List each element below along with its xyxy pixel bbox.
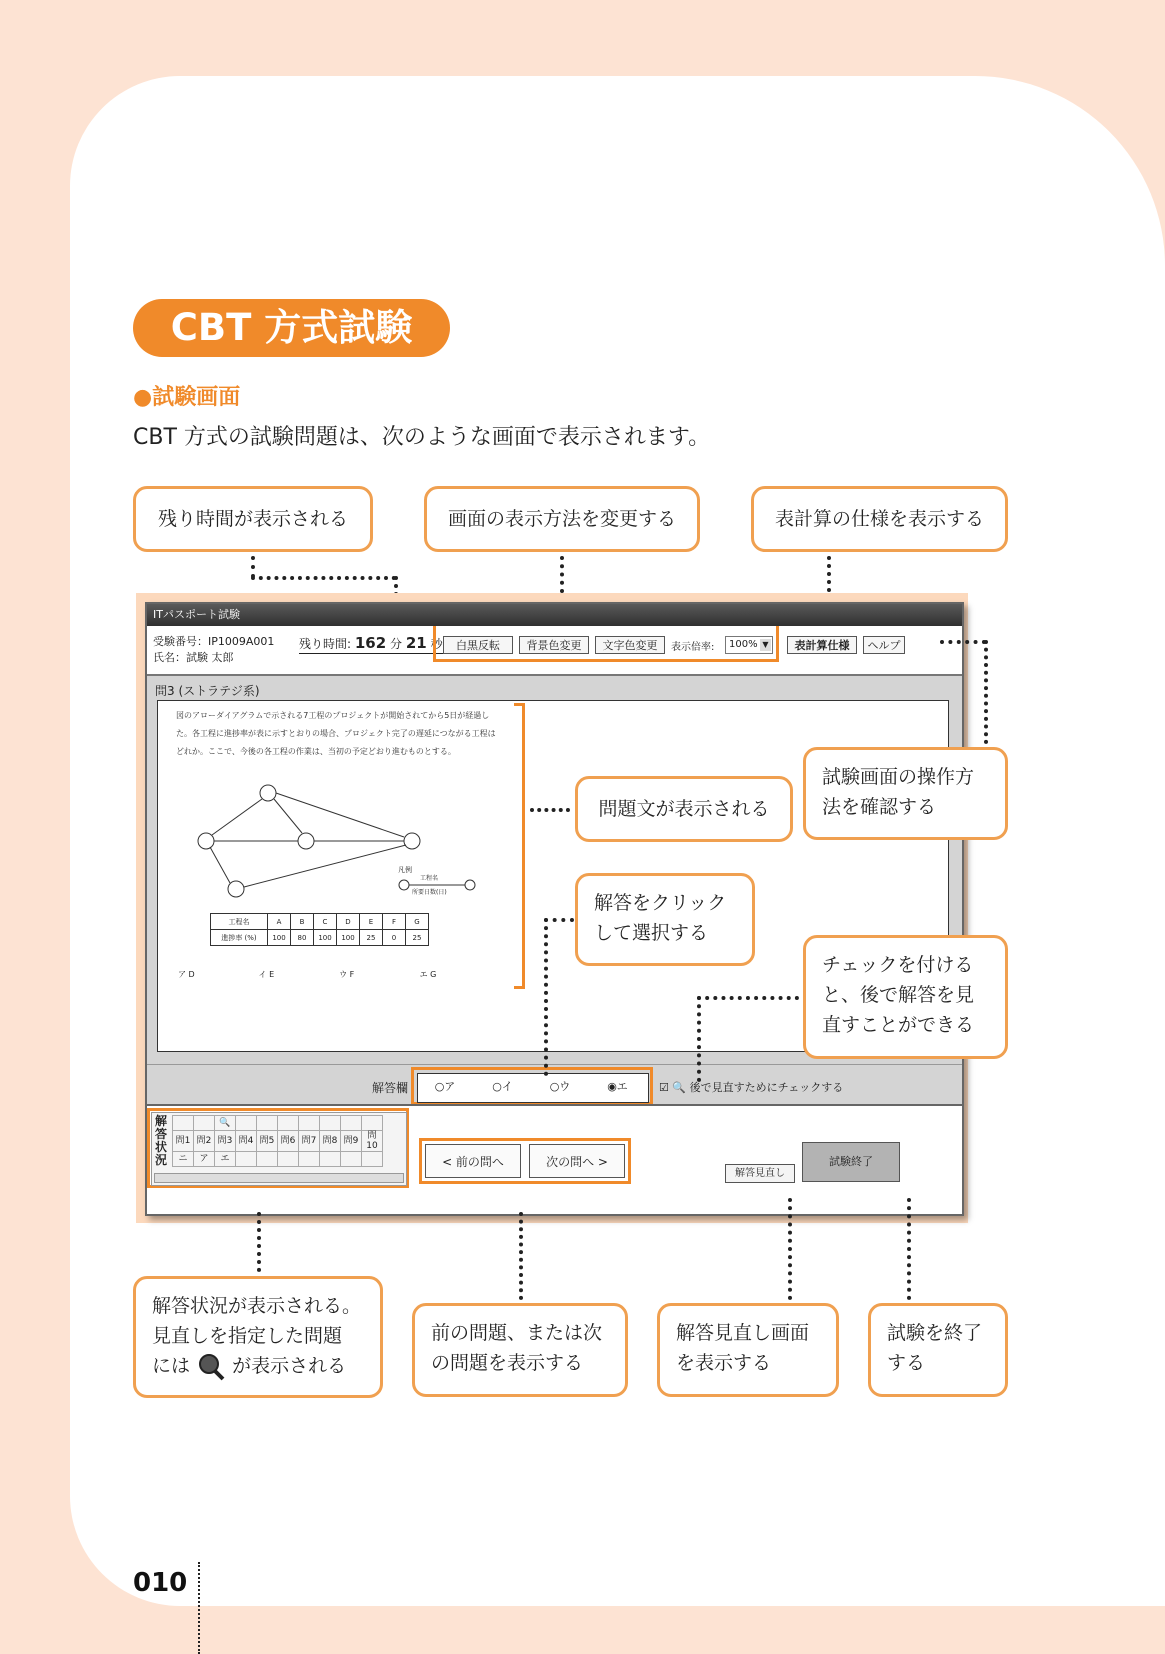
callout-status-line: [152, 1351, 364, 1382]
legend-label: 工程名: [420, 875, 439, 882]
status-table: [172, 1115, 383, 1167]
callout-status-line: 解答状況が表示される。: [152, 1295, 362, 1317]
exam-window: [145, 602, 964, 1216]
progress-table: [210, 913, 429, 946]
leader-review: [788, 1198, 792, 1300]
leader-time-a: [251, 556, 255, 578]
question-heading: 問3 (ストラテジ系): [155, 684, 260, 698]
zoom-select[interactable]: [725, 636, 773, 654]
subheading: ●試験画面: [133, 385, 241, 410]
callout-spreadsheet-text: 表計算の仕様を表示する: [774, 508, 984, 530]
page-number-rule: [198, 1562, 200, 1654]
callout-question: [575, 776, 793, 842]
callout-nav-line: 前の問題、または次: [431, 1322, 603, 1344]
spreadsheet-spec-button[interactable]: 表計算仕様: [787, 636, 857, 654]
leader-help-a: [940, 640, 986, 644]
status-question[interactable]: 問3: [215, 1131, 236, 1152]
table-row: [173, 1152, 383, 1167]
legend-node-right: [465, 880, 475, 890]
bg-color-button[interactable]: 背景色変更: [519, 636, 589, 654]
question-bracket: [514, 703, 525, 989]
magnifier-lens: [200, 1355, 218, 1373]
callout-question-text: 問題文が表示される: [598, 798, 770, 820]
magnifier-icon: 🔍: [672, 1081, 687, 1094]
answer-status-grid: [151, 1112, 407, 1186]
examinee-info: [153, 634, 274, 666]
callout-help: [803, 747, 1008, 840]
invert-button[interactable]: 白黒反転: [443, 636, 513, 654]
table-cell: 25: [406, 930, 429, 946]
callout-end-line: 試験を終了: [887, 1322, 983, 1344]
status-answer: [278, 1152, 299, 1167]
callout-nav-line: の問題を表示する: [431, 1352, 584, 1374]
table-row: [211, 930, 429, 946]
table-cell: [320, 1116, 341, 1131]
text-color-button[interactable]: 文字色変更: [595, 636, 665, 654]
status-answer: [299, 1152, 320, 1167]
table-cell: C: [314, 914, 337, 930]
status-answer: [362, 1152, 383, 1167]
callout-help-line: 法を確認する: [822, 796, 937, 818]
timer-seconds: 21: [405, 634, 427, 652]
table-cell: E: [360, 914, 383, 930]
status-scrollbar[interactable]: [154, 1173, 404, 1183]
callout-display: [424, 486, 700, 552]
choice-text: イ E: [258, 970, 275, 979]
status-question[interactable]: 問9: [341, 1131, 362, 1152]
answer-box: [417, 1073, 649, 1103]
table-cell: G: [406, 914, 429, 930]
callout-status-text: が表示される: [232, 1355, 347, 1377]
magnifier-icon: [196, 1352, 226, 1382]
status-question[interactable]: 問1: [173, 1131, 194, 1152]
diagram-arrow-g: [244, 845, 406, 887]
callout-status: [133, 1276, 383, 1398]
timer-sec-unit: 秒: [430, 637, 443, 651]
callout-end: [868, 1303, 1008, 1397]
leader-time-b: [251, 576, 396, 580]
status-question[interactable]: 問8: [320, 1131, 341, 1152]
page-number: 010: [133, 1568, 188, 1598]
status-question[interactable]: 問4: [236, 1131, 257, 1152]
leader-nav: [519, 1212, 523, 1300]
next-question-button[interactable]: 次の問へ >: [529, 1144, 625, 1178]
status-answer: ニ: [173, 1152, 194, 1167]
status-answer: ア: [194, 1152, 215, 1167]
table-cell: [194, 1116, 215, 1131]
callout-review-line: を表示する: [676, 1352, 772, 1374]
table-cell: 80: [291, 930, 314, 946]
answer-row: [147, 1064, 962, 1105]
examinee-number: 受験番号：IP1009A001: [153, 635, 275, 648]
review-answers-button[interactable]: 解答見直し: [725, 1164, 795, 1183]
table-cell: A: [268, 914, 291, 930]
choice-text: ア D: [178, 970, 195, 979]
table-row: [211, 914, 429, 930]
legend-sub: 所要日数(日): [412, 889, 447, 896]
magnifier-handle: [215, 1371, 223, 1379]
question-text: 図のアローダイアグラムで示される7工程のプロジェクトが開始されてから5日が経過した。各工程に進捗率が表に示すとおりの場合、プロジェクト完了の遅延につながる工程はどれか。ここで、今後の各工程の作業は、当初の予定どおり進むものとする。: [176, 711, 496, 756]
leader-check-a: [697, 996, 799, 1000]
help-button[interactable]: ヘルプ: [863, 636, 905, 654]
callout-click: [575, 873, 755, 966]
leader-click-b: [544, 918, 548, 1076]
prev-question-button[interactable]: < 前の問へ: [425, 1144, 521, 1178]
diagram-node-end: [404, 833, 420, 849]
table-cell: 100: [337, 930, 360, 946]
callout-display-text: 画面の表示方法を変更する: [447, 508, 676, 530]
answer-option[interactable]: ○ウ: [549, 1080, 571, 1093]
review-check-label: 後で見直すためにチェックする: [689, 1081, 844, 1094]
diagram-arrow-b: [210, 847, 230, 883]
table-cell: [257, 1116, 278, 1131]
choice-text: ウ F: [339, 970, 355, 979]
diagram-arrow-a: [212, 799, 262, 835]
callout-nav: [412, 1303, 628, 1397]
table-cell: 工程名: [211, 914, 268, 930]
table-cell: 100: [268, 930, 291, 946]
callout-check-line: と、後で解答を見: [822, 984, 975, 1006]
leader-help-b: [984, 640, 988, 744]
diagram-arrow-e: [276, 793, 404, 837]
checkbox-icon[interactable]: ☑: [659, 1081, 669, 1094]
magnifier-icon: 🔍: [215, 1116, 236, 1131]
table-cell: F: [383, 914, 406, 930]
intro-text: CBT 方式の試験問題は、次のような画面で表示されます。: [133, 425, 711, 450]
table-cell: [236, 1116, 257, 1131]
timer-min-unit: 分: [390, 637, 403, 651]
callout-help-line: 試験画面の操作方: [822, 766, 975, 788]
window-title: ITパスポート試験: [147, 604, 962, 626]
answer-option[interactable]: ◉エ: [607, 1080, 628, 1093]
section-title: CBT 方式試験: [133, 299, 450, 357]
callout-click-line: して選択する: [594, 922, 709, 944]
callout-spreadsheet: [751, 486, 1008, 552]
status-question[interactable]: 問7: [299, 1131, 320, 1152]
table-cell: B: [291, 914, 314, 930]
table-cell: [362, 1116, 383, 1131]
leader-status: [257, 1212, 261, 1272]
legend-title: 凡例: [398, 866, 412, 874]
chevron-down-icon: ▼: [760, 639, 771, 651]
table-cell: [299, 1116, 320, 1131]
zoom-label: 表示倍率:: [671, 642, 715, 653]
legend-node-left: [399, 880, 409, 890]
status-answer: [257, 1152, 278, 1167]
status-question[interactable]: 問10: [362, 1131, 383, 1152]
remaining-time: [299, 634, 443, 654]
callout-status-text: には: [152, 1355, 191, 1377]
timer-label: 残り時間:: [299, 637, 352, 651]
callout-check: [803, 935, 1008, 1059]
bottom-pane: [147, 1104, 962, 1216]
table-cell: 100: [314, 930, 337, 946]
callout-review: [657, 1303, 839, 1397]
table-cell: [278, 1116, 299, 1131]
review-check[interactable]: [659, 1079, 843, 1095]
diagram-node-top: [260, 785, 276, 801]
callout-review-line: 解答見直し画面: [676, 1322, 810, 1344]
choice-text: エ G: [419, 970, 437, 979]
table-cell: 25: [360, 930, 383, 946]
callout-click-line: 解答をクリック: [594, 892, 727, 914]
answer-label: 解答欄: [372, 1081, 409, 1095]
status-side-label: 解答状況: [154, 1114, 167, 1167]
callout-time: [133, 486, 373, 552]
table-cell: [341, 1116, 362, 1131]
status-question[interactable]: 問6: [278, 1131, 299, 1152]
callout-status-line: 見直しを指定した問題: [152, 1325, 343, 1347]
status-answer: エ: [215, 1152, 236, 1167]
examinee-name: 氏名：試験 太郎: [153, 651, 234, 664]
callout-check-line: チェックを付ける: [822, 954, 974, 976]
table-cell: 進捗率 (%): [211, 930, 268, 946]
zoom-value: 100%: [729, 639, 758, 650]
table-row: [173, 1116, 383, 1131]
callout-check-line: 直すことができる: [822, 1014, 975, 1036]
answer-option[interactable]: ○イ: [492, 1080, 513, 1093]
diagram-node-start: [198, 833, 214, 849]
status-question[interactable]: 問2: [194, 1131, 215, 1152]
answer-option[interactable]: ○ア: [434, 1080, 456, 1093]
callout-time-text: 残り時間が表示される: [157, 508, 348, 530]
leader-click-a: [544, 918, 574, 922]
status-answer: [320, 1152, 341, 1167]
callout-end-line: する: [887, 1352, 926, 1374]
end-exam-button[interactable]: 試験終了: [802, 1142, 900, 1182]
diagram-node-mid: [298, 833, 314, 849]
table-row: [173, 1131, 383, 1152]
diagram-arrow-c: [274, 799, 302, 833]
status-answer: [236, 1152, 257, 1167]
status-answer: [341, 1152, 362, 1167]
leader-end: [907, 1198, 911, 1300]
choice-list: [178, 969, 498, 980]
table-cell: D: [337, 914, 360, 930]
table-cell: 0: [383, 930, 406, 946]
status-question[interactable]: 問5: [257, 1131, 278, 1152]
table-cell: [173, 1116, 194, 1131]
leader-check-b: [697, 996, 701, 1082]
leader-question: [530, 808, 570, 812]
timer-minutes: 162: [354, 634, 387, 652]
diagram-node-bottom: [228, 881, 244, 897]
